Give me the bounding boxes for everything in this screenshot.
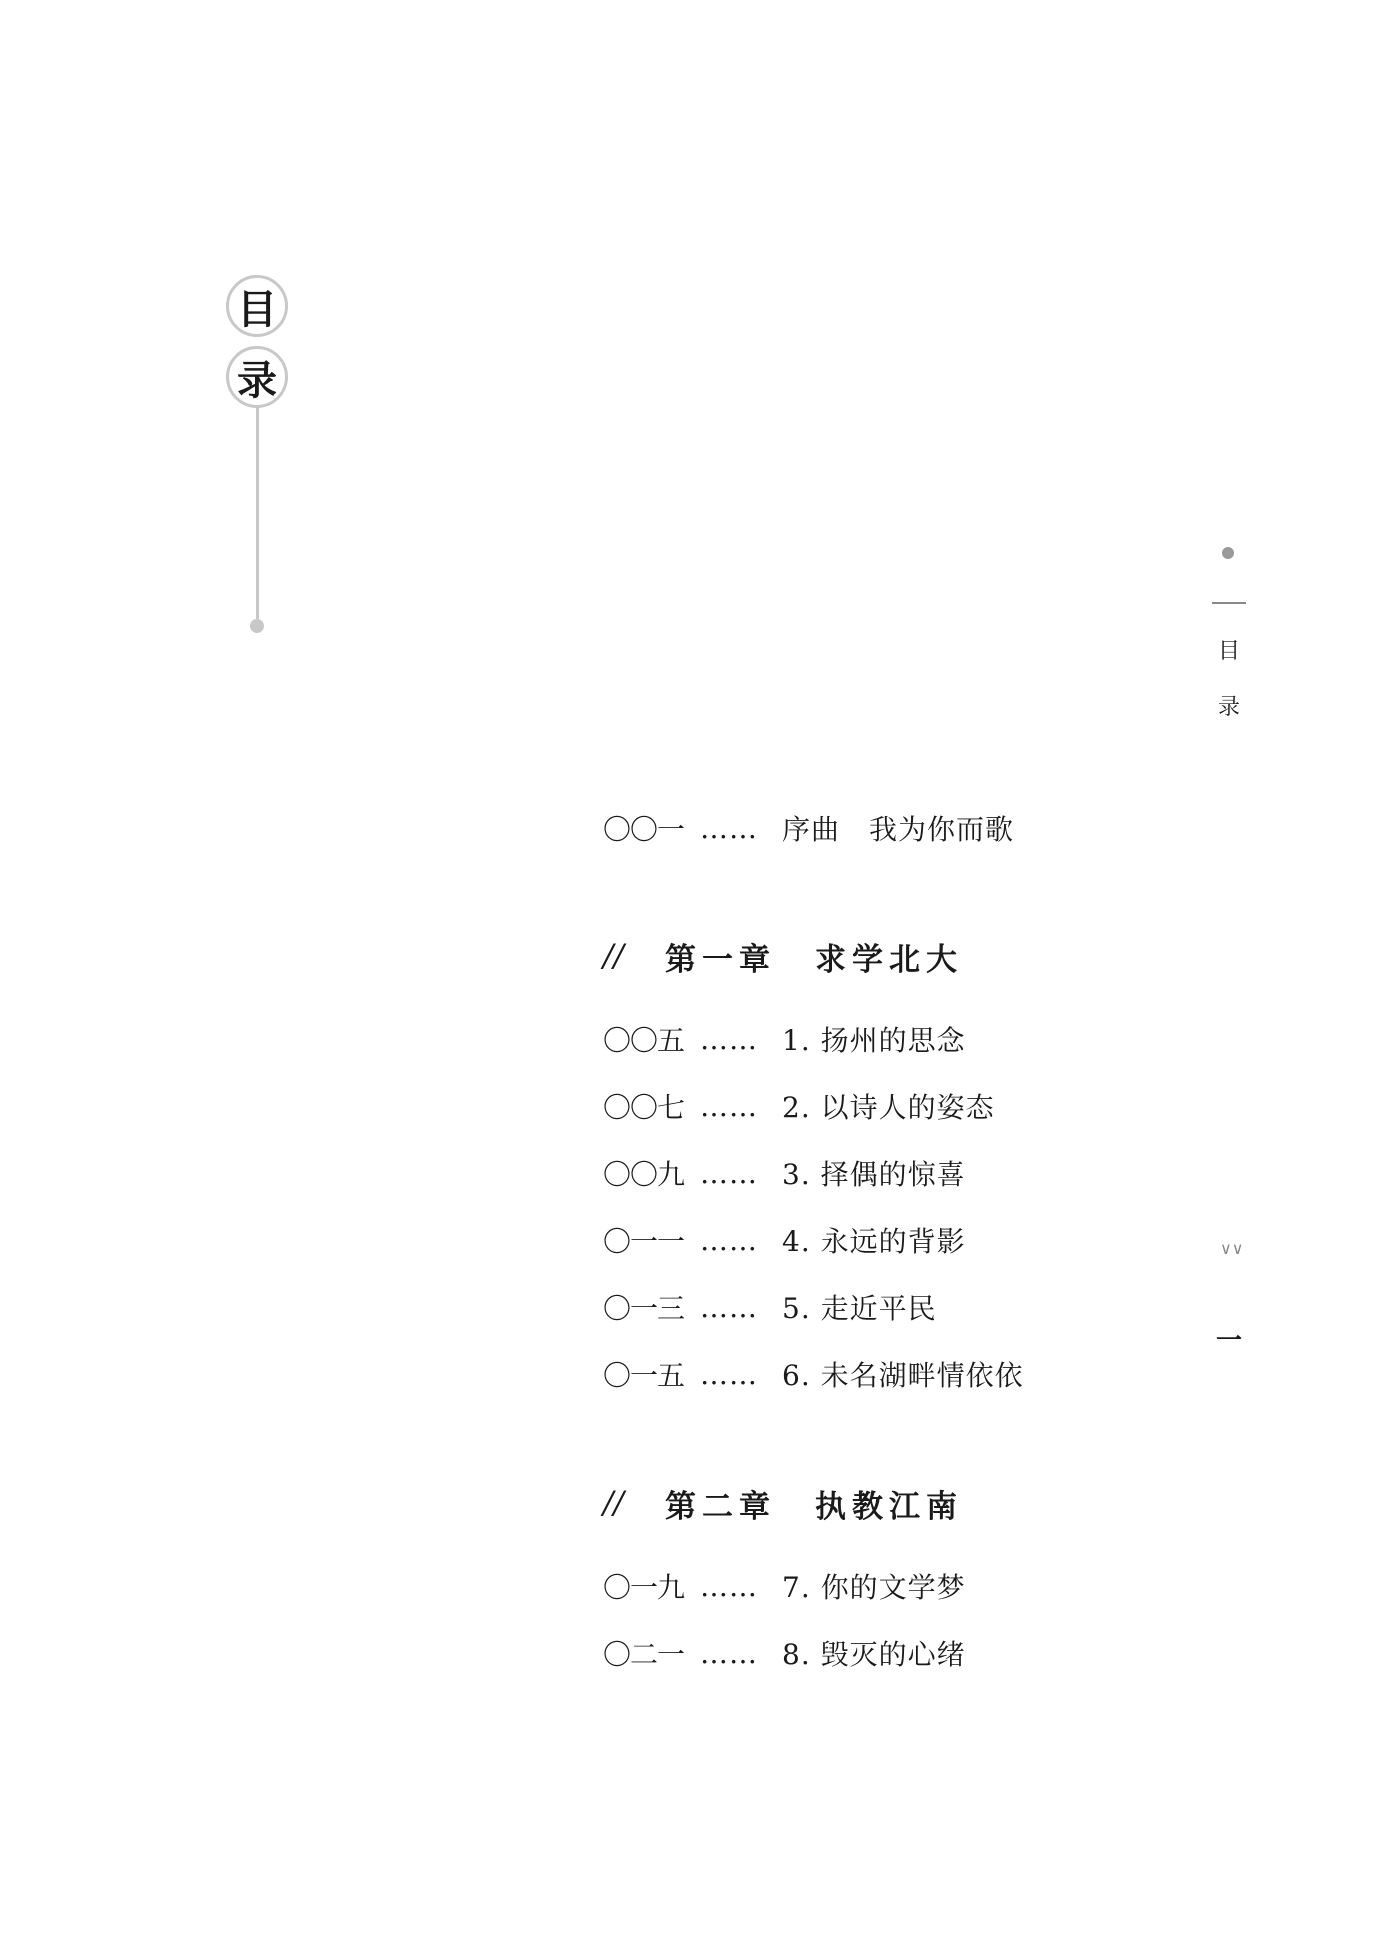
toc-entry-title: 7. 你的文学梦 xyxy=(782,1571,966,1604)
toc-entry-leader: …… xyxy=(700,1357,758,1391)
toc-entry-page: 〇〇五 xyxy=(603,1024,685,1057)
toc-entry[interactable] xyxy=(603,1019,966,1059)
toc-entry-prologue[interactable] xyxy=(603,808,1014,848)
toc-entry-leader: …… xyxy=(700,1290,758,1324)
chapter-number: 第二章 xyxy=(665,1488,776,1525)
chapter-name: 求学北大 xyxy=(815,941,963,978)
toc-entry-title: 5. 走近平民 xyxy=(782,1292,937,1325)
toc-entry-title: 6. 未名湖畔情依依 xyxy=(782,1359,1024,1392)
chapter-number: 第一章 xyxy=(665,941,776,978)
toc-entry-page: 〇一五 xyxy=(603,1359,685,1392)
toc-entry[interactable] xyxy=(603,1633,966,1673)
toc-entry-page: 〇二一 xyxy=(603,1638,685,1671)
title-decorative-dot xyxy=(250,619,264,633)
toc-entry-leader: …… xyxy=(700,811,758,845)
toc-entry-leader: …… xyxy=(700,1569,758,1603)
toc-entry-leader: …… xyxy=(700,1089,758,1123)
chapter-heading-1[interactable] xyxy=(603,934,963,978)
toc-entry-title: 1. 扬州的思念 xyxy=(782,1024,966,1057)
title-decorative-line xyxy=(256,408,259,624)
toc-entry-page: 〇〇七 xyxy=(603,1091,685,1124)
chevron-down-icon: ∨∨ xyxy=(1220,1239,1244,1258)
running-header-char-1: 目 xyxy=(1217,639,1240,664)
toc-entry[interactable] xyxy=(603,1086,995,1126)
toc-entry-leader: …… xyxy=(700,1223,758,1257)
toc-entry-title: 4. 永远的背影 xyxy=(782,1225,966,1258)
toc-entry[interactable] xyxy=(603,1287,937,1327)
toc-title-char-2: 录 xyxy=(226,346,288,408)
toc-entry-page: 〇〇九 xyxy=(603,1158,685,1191)
toc-entry[interactable] xyxy=(603,1220,966,1260)
chapter-heading-2[interactable] xyxy=(603,1481,963,1525)
toc-entry-leader: …… xyxy=(700,1636,758,1670)
chapter-marker: // xyxy=(603,1485,624,1521)
toc-entry[interactable] xyxy=(603,1354,1024,1394)
toc-entry-title: 3. 择偶的惊喜 xyxy=(782,1158,966,1191)
running-header-rule xyxy=(1212,602,1246,604)
toc-entry-leader: …… xyxy=(700,1022,758,1056)
toc-entry[interactable] xyxy=(603,1153,966,1193)
toc-entry-title: 8. 毁灭的心绪 xyxy=(782,1638,966,1671)
toc-entry-page: 〇〇一 xyxy=(603,813,685,846)
toc-entry-page: 〇一三 xyxy=(603,1292,685,1325)
toc-title-char-1: 目 xyxy=(226,275,288,337)
toc-entry-title: 序曲 我为你而歌 xyxy=(782,813,1015,846)
running-header-char-2: 录 xyxy=(1217,695,1240,720)
toc-entry-page: 〇一一 xyxy=(603,1225,685,1258)
toc-entry[interactable] xyxy=(603,1566,966,1606)
toc-entry-title: 2. 以诗人的姿态 xyxy=(782,1091,995,1124)
chapter-name: 执教江南 xyxy=(815,1488,963,1525)
toc-entry-page: 〇一九 xyxy=(603,1571,685,1604)
toc-entry-leader: …… xyxy=(700,1156,758,1190)
page-number: 一 xyxy=(1215,1326,1242,1356)
chapter-marker: // xyxy=(603,938,624,974)
running-header-dot xyxy=(1222,547,1234,559)
